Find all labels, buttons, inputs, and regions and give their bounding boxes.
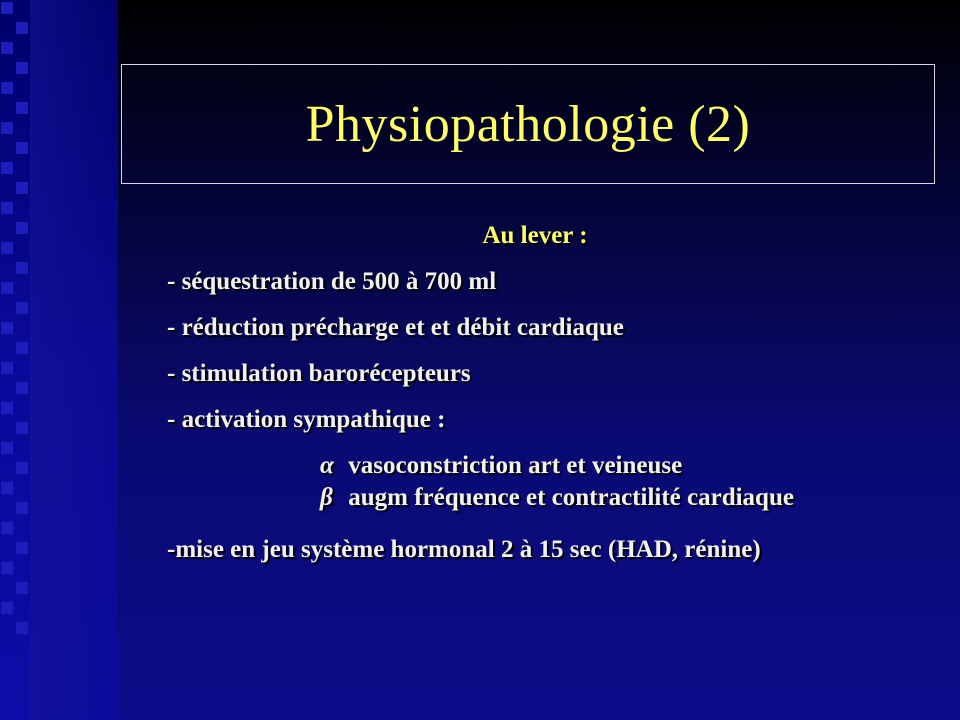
bullet-item: - activation sympathique :: [167, 406, 446, 433]
sub-item-alpha: [320, 452, 682, 480]
bullet-item: - séquestration de 500 à 700 ml: [167, 268, 497, 295]
slide-title: Physiopathologie (2): [305, 95, 751, 153]
bullet-item: - stimulation barorécepteurs: [167, 360, 471, 387]
sub-item-beta: [320, 484, 794, 512]
beta-symbol: β: [320, 484, 333, 511]
alpha-symbol: α: [320, 452, 334, 479]
sub-item-text: augm fréquence et contractilité cardiaque: [348, 484, 794, 511]
bullet-item: - réduction précharge et et débit cardiaque: [167, 314, 624, 341]
sub-item-text: vasoconstriction art et veineuse: [348, 452, 683, 479]
subheading: Au lever :: [482, 222, 588, 249]
bullet-item-last: -mise en jeu système hormonal 2 à 15 sec (HAD, rénine): [167, 536, 761, 563]
